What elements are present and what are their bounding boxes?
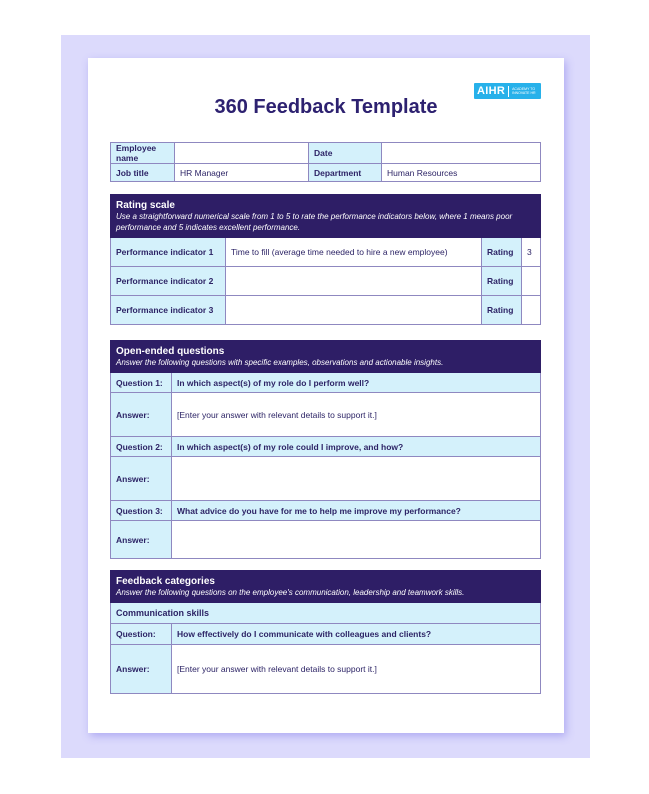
- table-row: [111, 267, 541, 296]
- employee-info-table: [110, 142, 541, 182]
- indicator-label: Performance indicator 2: [111, 267, 226, 296]
- indicator-field[interactable]: [226, 296, 482, 325]
- department-label: Department: [309, 164, 382, 182]
- date-field[interactable]: [382, 143, 541, 164]
- question-text: What advice do you have for me to help me improve my performance?: [172, 501, 541, 521]
- answer-label: Answer:: [111, 393, 172, 437]
- job-title-field[interactable]: HR Manager: [175, 164, 309, 182]
- answer-field[interactable]: [172, 457, 541, 501]
- section-heading: Feedback categories: [116, 576, 215, 587]
- rating-label: Rating: [481, 238, 521, 267]
- feedback-categories-header: [111, 571, 541, 603]
- section-description: Use a straightforward numerical scale from 1 to 5 to rate the performance indicators below, where 1 means poor performance and 5 indicates excellent performance.: [116, 212, 513, 232]
- category-heading: Communication skills: [111, 603, 541, 624]
- open-ended-table: [110, 340, 541, 559]
- question-label: Question 2:: [111, 437, 172, 457]
- logo-subtext: ACADEMY TO INNOVATE HR: [512, 87, 536, 95]
- section-heading: Rating scale: [116, 200, 175, 211]
- rating-label: Rating: [481, 296, 521, 325]
- open-ended-header: [111, 341, 541, 373]
- section-description: Answer the following questions on the employee's communication, leadership and teamwork skills.: [116, 588, 465, 597]
- table-row: [111, 238, 541, 267]
- logo-text: AIHR: [477, 85, 506, 97]
- table-row: [111, 296, 541, 325]
- question-text: In which aspect(s) of my role could I improve, and how?: [172, 437, 541, 457]
- question-label: Question 1:: [111, 373, 172, 393]
- employee-name-field[interactable]: [175, 143, 309, 164]
- answer-label: Answer:: [111, 645, 172, 694]
- question-text: In which aspect(s) of my role do I perform well?: [172, 373, 541, 393]
- question-text: How effectively do I communicate with colleagues and clients?: [172, 624, 541, 645]
- rating-field[interactable]: [521, 296, 540, 325]
- rating-field[interactable]: [521, 267, 540, 296]
- rating-field[interactable]: 3: [521, 238, 540, 267]
- indicator-label: Performance indicator 1: [111, 238, 226, 267]
- section-description: Answer the following questions with specific examples, observations and actionable insights.: [116, 358, 444, 367]
- rating-label: Rating: [481, 267, 521, 296]
- job-title-label: Job title: [111, 164, 175, 182]
- rating-scale-header: [111, 195, 541, 238]
- date-label: Date: [309, 143, 382, 164]
- indicator-field[interactable]: [226, 267, 482, 296]
- answer-label: Answer:: [111, 457, 172, 501]
- department-field[interactable]: Human Resources: [382, 164, 541, 182]
- rating-scale-table: [110, 194, 541, 325]
- answer-field[interactable]: [Enter your answer with relevant details to support it.]: [172, 645, 541, 694]
- feedback-categories-table: [110, 570, 541, 694]
- logo-divider: [508, 86, 509, 97]
- answer-field[interactable]: [172, 521, 541, 559]
- section-heading: Open-ended questions: [116, 346, 225, 357]
- answer-field[interactable]: [Enter your answer with relevant details to support it.]: [172, 393, 541, 437]
- indicator-field[interactable]: Time to fill (average time needed to hire a new employee): [226, 238, 482, 267]
- answer-label: Answer:: [111, 521, 172, 559]
- document-page: [88, 58, 564, 733]
- employee-name-label: Employee name: [111, 143, 175, 164]
- page-title: 360 Feedback Template: [214, 96, 438, 118]
- question-label: Question:: [111, 624, 172, 645]
- indicator-label: Performance indicator 3: [111, 296, 226, 325]
- question-label: Question 3:: [111, 501, 172, 521]
